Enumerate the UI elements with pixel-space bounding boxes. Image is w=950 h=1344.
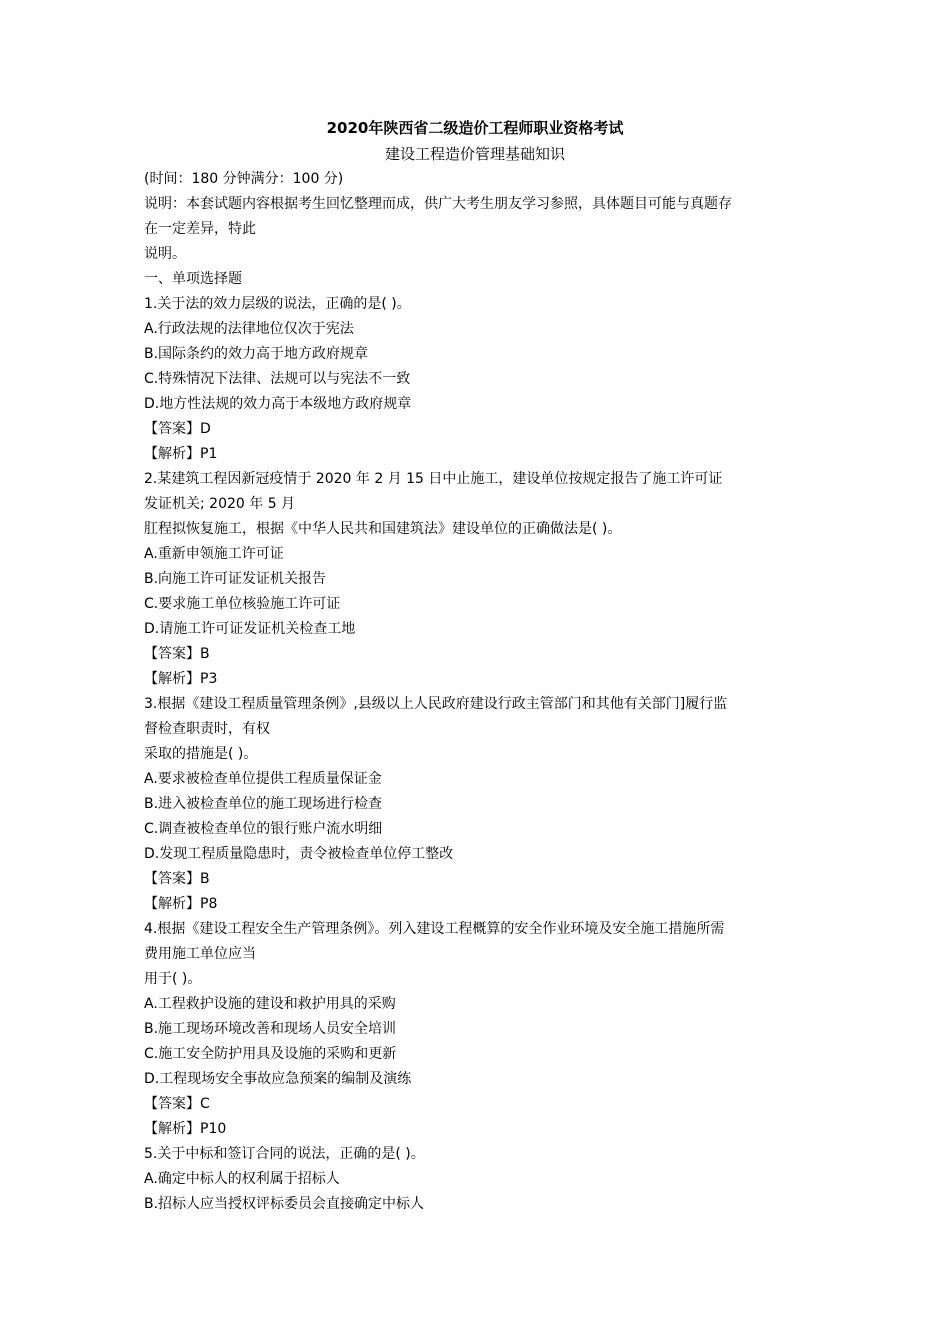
question-4-option: B.施工现场环境改善和现场人员安全培训 (144, 1021, 397, 1037)
question-2-option: A.重新申领施工许可证 (144, 546, 284, 562)
question-2-option: C.要求施工单位核验施工许可证 (144, 596, 341, 612)
question-1-option: A.行政法规的法律地位仅次于宪法 (144, 321, 354, 337)
instructions-line: 在一定差异，特此 (144, 221, 256, 237)
instructions-line: 说明。 (144, 246, 186, 262)
question-2-stem: 2.某建筑工程因新冠疫情于 2020 年 2 月 15 日中止施工，建设单位按规定报告了施工许可证 (144, 471, 723, 487)
question-3-option: C.调查被检查单位的银行账户流水明细 (144, 821, 383, 837)
question-3-option: D.发现工程质量隐患时，责令被检查单位停工整改 (144, 846, 454, 862)
document-subtitle: 建设工程造价管理基础知识 (384, 145, 565, 163)
question-4-stem: 用于( )。 (144, 971, 202, 987)
instructions-line: 说明：本套试题内容根据考生回忆整理而成，供广大考生朋友学习参照，具体题目可能与真题存 (144, 196, 732, 212)
question-2-stem: 发证机关; 2020 年 5 月 (144, 496, 296, 512)
question-3-analysis: 【解析】P8 (144, 896, 218, 912)
question-3-answer: 【答案】B (144, 871, 210, 887)
question-2-option: D.请施工许可证发证机关检查工地 (144, 621, 356, 637)
question-3-option: A.要求被检查单位提供工程质量保证金 (144, 771, 382, 787)
question-3-stem: 督检查职责时，有权 (144, 721, 270, 737)
question-4-option: A.工程救护设施的建设和救护用具的采购 (144, 996, 396, 1012)
exam-time-line: (时间：180 分钟满分：100 分) (144, 171, 344, 187)
question-5-option: B.招标人应当授权评标委员会直接确定中标人 (144, 1196, 425, 1212)
question-3-option: B.进入被检查单位的施工现场进行检查 (144, 796, 383, 812)
question-4-option: D.工程现场安全事故应急预案的编制及演练 (144, 1071, 412, 1087)
question-2-analysis: 【解析】P3 (144, 671, 218, 687)
question-1-analysis: 【解析】P1 (144, 446, 218, 462)
question-2-stem: 肛程拟恢复施工，根据《中华人民共和国建筑法》建设单位的正确做法是( )。 (144, 521, 622, 537)
question-1-option: B.国际条约的效力高于地方政府规章 (144, 346, 369, 362)
question-4-stem: 费用施工单位应当 (144, 946, 256, 962)
question-1-stem: 1.关于法的效力层级的说法，正确的是( )。 (144, 296, 411, 312)
question-2-option: B.向施工许可证发证机关报告 (144, 571, 327, 587)
question-4-option: C.施工安全防护用具及设施的采购和更新 (144, 1046, 397, 1062)
question-4-answer: 【答案】C (144, 1096, 210, 1112)
question-3-stem: 采取的措施是( )。 (144, 746, 258, 762)
question-1-answer: 【答案】D (144, 421, 211, 437)
question-5-stem: 5.关于中标和签订合同的说法，正确的是( )。 (144, 1146, 425, 1162)
question-3-stem: 3.根据《建设工程质量管理条例》,县级以上人民政府建设行政主管部门和其他有关部门]履行监 (144, 696, 728, 712)
document-body (144, 167, 812, 1217)
question-1-option: C.特殊情况下法律、法规可以与宪法不一致 (144, 371, 411, 387)
section-heading: 一、单项选择题 (144, 271, 242, 287)
question-5-option: A.确定中标人的权利属于招标人 (144, 1171, 340, 1187)
question-2-answer: 【答案】B (144, 646, 210, 662)
document-title: 2020年陕西省二级造价工程师职业资格考试 (326, 119, 624, 137)
question-1-option: D.地方性法规的效力高于本级地方政府规章 (144, 396, 412, 412)
question-4-stem: 4.根据《建设工程安全生产管理条例》。列入建设工程概算的安全作业环境及安全施工措施所需 (144, 921, 725, 937)
question-4-analysis: 【解析】P10 (144, 1121, 227, 1137)
